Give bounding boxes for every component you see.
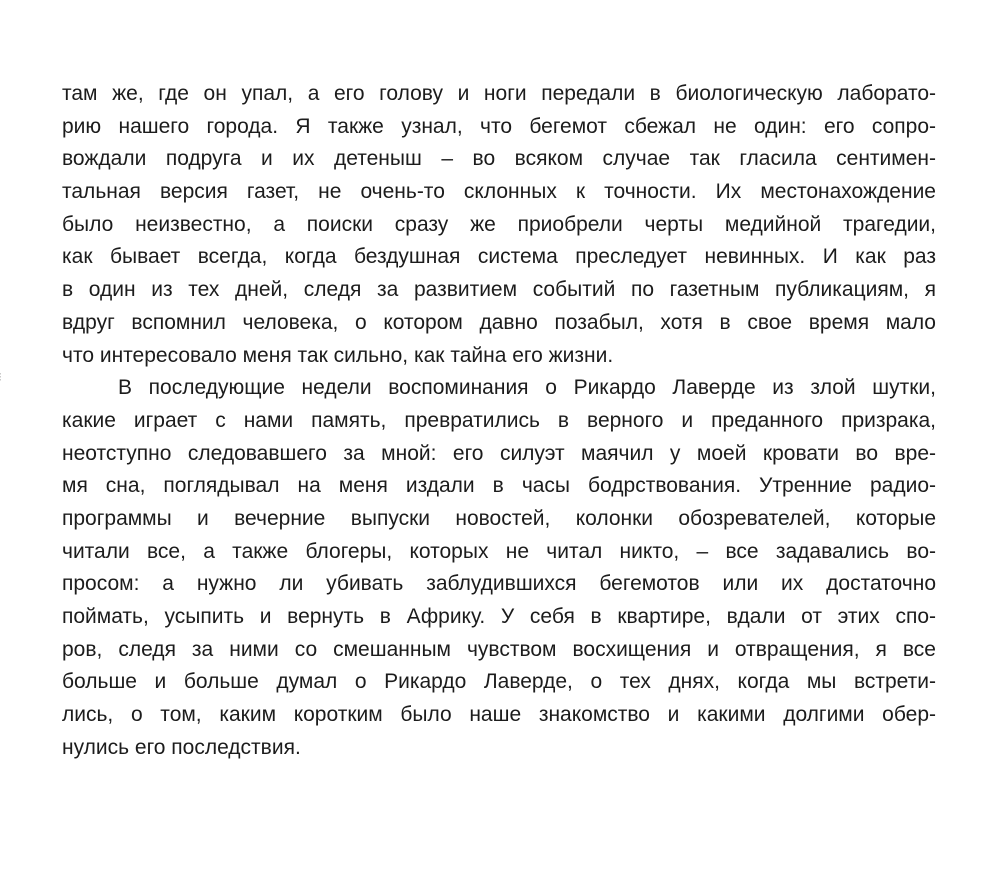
text-line: вдруг вспомнил человека, о котором давно позабыл, хотя в свое время мало	[62, 310, 936, 334]
text-line: читали все, а также блогеры, которых не читал никто, – все задавались во-	[62, 539, 936, 563]
text-body	[62, 78, 936, 764]
text-line: просом: а нужно ли убивать заблудившихся бегемотов или их достаточно	[62, 572, 936, 596]
text-line: тальная версия газет, не очень-то склонных к точности. Их местонахождение	[62, 180, 936, 204]
text-line: было неизвестно, а поиски сразу же приобрели черты медийной трагедии,	[62, 212, 936, 236]
text-line: В последующие недели воспоминания о Рикардо Лаверде из злой шутки,	[118, 376, 936, 400]
text-line: нулись его последствия.	[62, 735, 301, 759]
text-line: вождали подруга и их детеныш – во всяком случае так гласила сентимен-	[62, 147, 936, 171]
text-line: рию нашего города. Я также узнал, что бегемот сбежал не один: его сопро-	[62, 114, 936, 138]
text-line: поймать, усыпить и вернуть в Африку. У себя в квартире, вдали от этих спо-	[62, 605, 936, 628]
text-line: больше и больше думал о Рикардо Лаверде, о тех днях, когда мы встрети-	[62, 670, 936, 694]
paragraph-2	[62, 372, 936, 764]
text-line: какие играет с нами память, превратились в верного и преданного призрака,	[62, 408, 936, 432]
text-line: что интересовало меня так сильно, как тайна его жизни.	[62, 343, 614, 367]
text-line: лись, о том, каким коротким было наше знакомство и какими долгими обер-	[62, 703, 936, 727]
text-line: ров, следя за ними со смешанным чувством восхищения и отвращения, я все	[62, 637, 936, 661]
text-line: неотступно следовавшего за мной: его силуэт маячил у моей кровати во вре-	[62, 441, 936, 465]
text-line: мя сна, поглядывал на меня издали в часы бодрствования. Утренние радио-	[62, 474, 936, 498]
page-edge-mark	[0, 370, 6, 384]
text-line: в один из тех дней, следя за развитием событий по газетным публикациям, я	[62, 278, 936, 302]
text-line: там же, где он упал, а его голову и ноги передали в биологическую лаборато-	[62, 82, 936, 105]
text-line: как бывает всегда, когда бездушная система преследует невинных. И как раз	[62, 245, 936, 269]
paragraph-1	[62, 78, 936, 372]
text-line: программы и вечерние выпуски новостей, колонки обозревателей, которые	[62, 506, 936, 530]
